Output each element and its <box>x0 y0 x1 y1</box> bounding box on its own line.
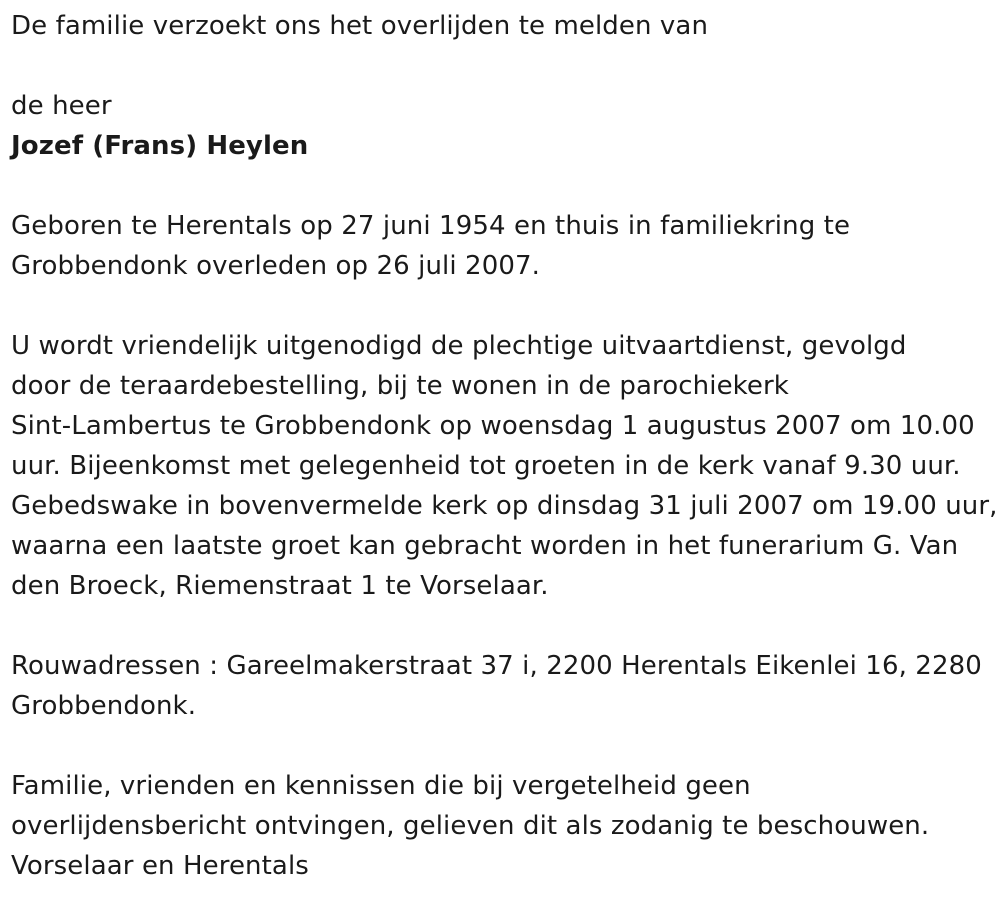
birth-death-paragraph <box>11 206 1000 286</box>
spacer <box>11 46 1000 86</box>
addresses-paragraph <box>11 646 1000 726</box>
paragraph-line: Grobbendonk overleden op 26 juli 2007. <box>11 251 540 281</box>
paragraph-line: door de teraardebestelling, bij te wonen in de parochiekerk <box>11 371 789 401</box>
spacer <box>11 726 1000 766</box>
paragraph-line: Geboren te Herentals op 27 juni 1954 en thuis in familiekring te <box>11 211 851 241</box>
funeral-paragraph <box>11 326 1000 606</box>
salutation: de heer <box>11 91 112 121</box>
paragraph-line: overlijdensbericht ontvingen, gelieven dit als zodanig te beschouwen. <box>11 811 930 841</box>
paragraph-line: den Broeck, Riemenstraat 1 te Vorselaar. <box>11 571 549 601</box>
paragraph-line: Familie, vrienden en kennissen die bij vergetelheid geen <box>11 771 751 801</box>
paragraph-line: Grobbendonk. <box>11 691 197 721</box>
deceased-name: Jozef (Frans) Heylen <box>11 131 309 161</box>
spacer <box>11 166 1000 206</box>
closing-paragraph <box>11 766 1000 886</box>
paragraph-line: Gebedswake in bovenvermelde kerk op dinsdag 31 juli 2007 om 19.00 uur, <box>11 491 998 521</box>
paragraph-line: Vorselaar en Herentals <box>11 851 309 881</box>
paragraph-line: uur. Bijeenkomst met gelegenheid tot groeten in de kerk vanaf 9.30 uur. <box>11 451 961 481</box>
intro-text: De familie verzoekt ons het overlijden te melden van <box>11 11 709 41</box>
paragraph-line: Rouwadressen : Gareelmakerstraat 37 i, 2200 Herentals Eikenlei 16, 2280 <box>11 651 982 681</box>
spacer <box>11 286 1000 326</box>
paragraph-line: U wordt vriendelijk uitgenodigd de plechtige uitvaartdienst, gevolgd <box>11 331 907 361</box>
paragraph-line: waarna een laatste groet kan gebracht worden in het funerarium G. Van <box>11 531 959 561</box>
paragraph-line: Sint-Lambertus te Grobbendonk op woensdag 1 augustus 2007 om 10.00 <box>11 411 975 441</box>
spacer <box>11 606 1000 646</box>
